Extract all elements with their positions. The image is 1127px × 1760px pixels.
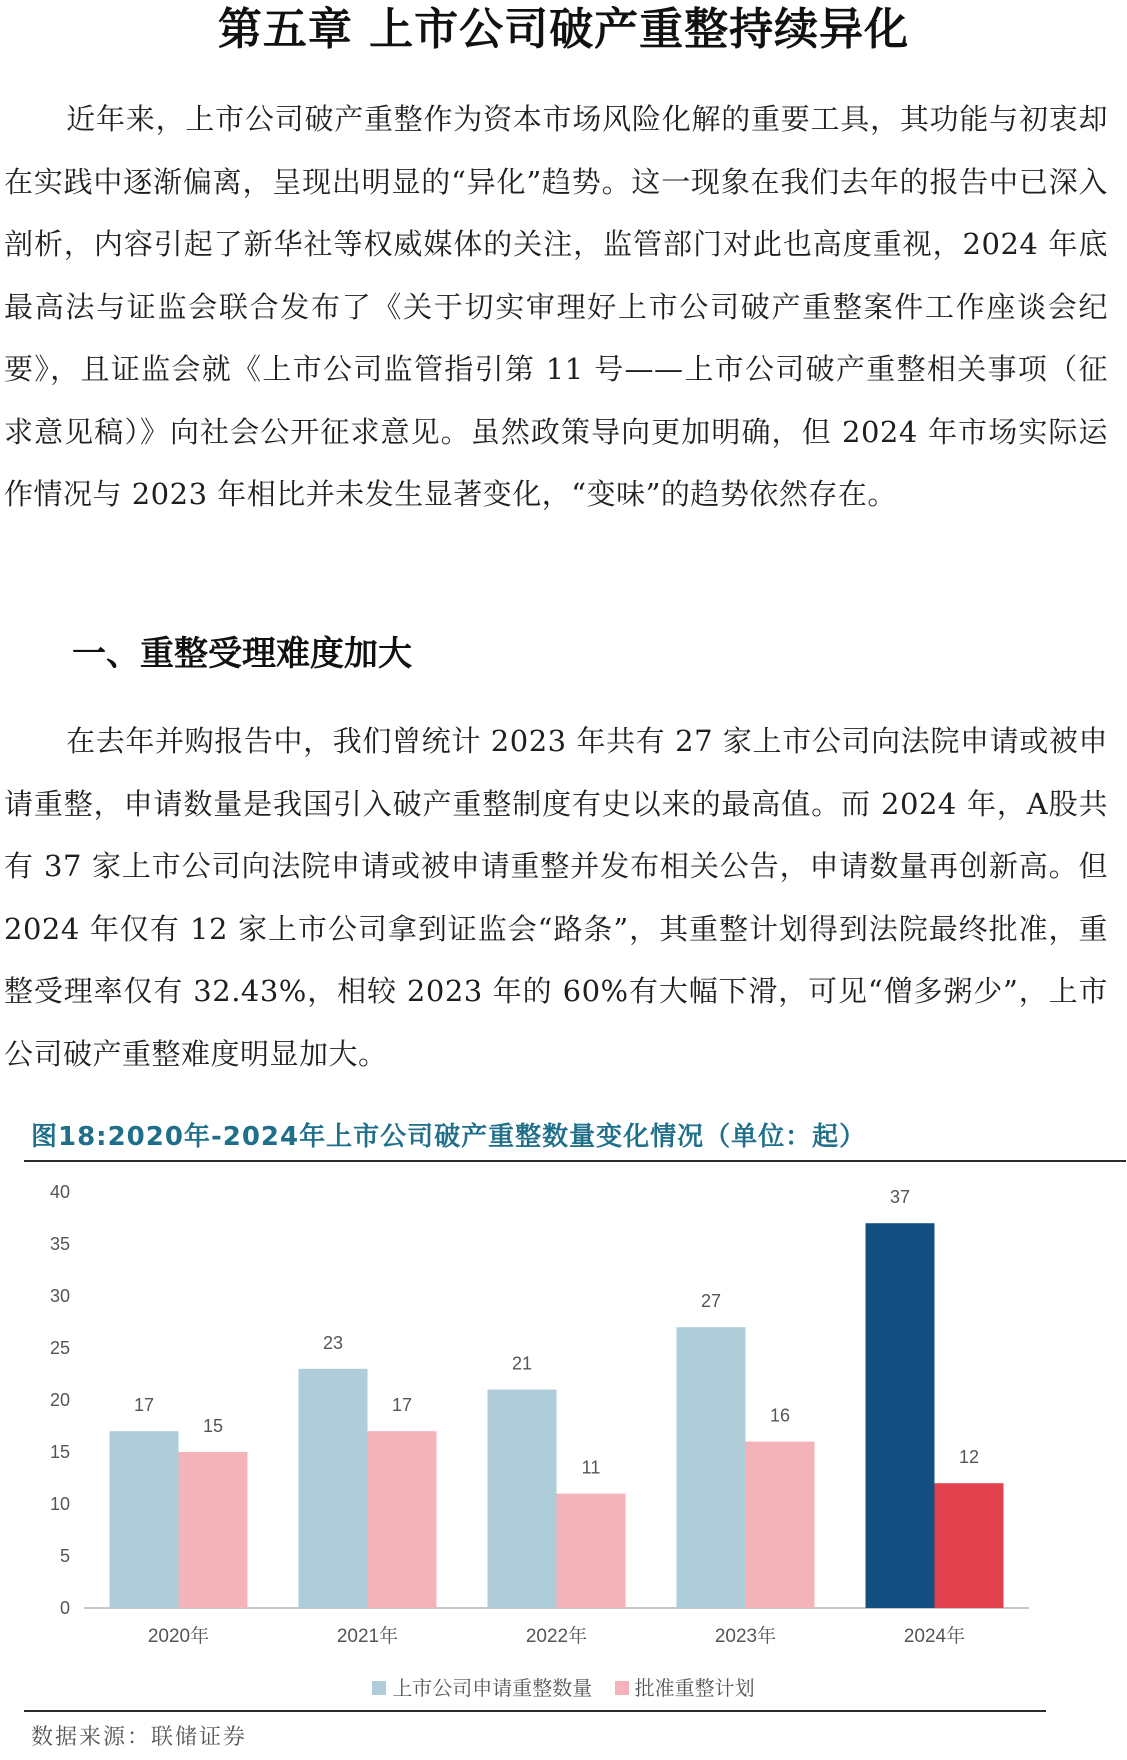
data-label: 15	[202, 1416, 224, 1436]
y-tick-label: 10	[49, 1494, 70, 1514]
legend-label-approved: 批准重整计划	[634, 1676, 755, 1700]
y-tick-label: 35	[49, 1234, 70, 1254]
bar	[677, 1327, 746, 1608]
y-tick-label: 25	[49, 1338, 70, 1358]
data-label: 21	[511, 1353, 533, 1374]
section-paragraph	[4, 710, 1108, 1085]
bar	[866, 1223, 935, 1608]
y-tick-label: 5	[59, 1546, 70, 1566]
figure-source: 数据来源：联储证券	[31, 1725, 248, 1750]
y-tick-label: 0	[59, 1598, 70, 1618]
x-tick-label: 2020年	[147, 1626, 210, 1647]
bar-chart	[24, 1166, 1104, 1666]
data-label: 11	[581, 1457, 601, 1478]
data-label: 27	[700, 1291, 722, 1312]
y-tick-label: 30	[49, 1286, 70, 1306]
y-tick-label: 40	[49, 1182, 70, 1202]
section-paragraph-text: 在去年并购报告中，我们曾统计 2023 年共有 27 家上市公司向法院申请或被申请重整，申请数量是我国引入破产重整制度有史以来的最高值。而 2024 年，A股共有 37 家上市公司向法院申请或被申请重整并发布相关公告，申请数量再创新高。但 2024 年仅有 12 家上市公司拿到证监会“路条”，其重整计划得到法院最终批准，重整受理率仅有 32.43%，相较 2023 年的 60%有大幅下滑，可见“僧多粥少”，上市公司破产重整难度明显加大。	[4, 724, 1108, 1071]
figure-top-rule	[24, 1160, 1126, 1162]
bar	[746, 1442, 815, 1608]
intro-paragraph	[4, 88, 1108, 526]
data-label: 17	[391, 1395, 413, 1416]
bar	[488, 1390, 557, 1608]
bar	[179, 1452, 248, 1608]
figure-title: 图18:2020年-2024年上市公司破产重整数量变化情况（单位：起）	[31, 1122, 867, 1152]
legend-item-applications	[372, 1672, 592, 1704]
chart-legend	[0, 1672, 1127, 1704]
legend-item-approved	[615, 1672, 755, 1704]
data-label: 37	[889, 1187, 911, 1208]
intro-paragraph-text: 近年来，上市公司破产重整作为资本市场风险化解的重要工具，其功能与初衷却在实践中逐渐偏离，呈现出明显的“异化”趋势。这一现象在我们去年的报告中已深入剖析，内容引起了新华社等权威媒体的关注，监管部门对此也高度重视，2024 年底最高法与证监会联合发布了《关于切实审理好上市公司破产重整案件工作座谈会纪要》，且证监会就《上市公司监管指引第 11 号——上市公司破产重整相关事项（征求意见稿）》向社会公开征求意见。虽然政策导向更加明确，但 2024 年市场实际运作情况与 2023 年相比并未发生显著变化，“变味”的趋势依然存在。	[4, 102, 1108, 511]
data-label: 12	[958, 1447, 980, 1468]
x-tick-label: 2024年	[903, 1626, 966, 1647]
data-label: 23	[322, 1332, 344, 1353]
bar	[368, 1431, 437, 1608]
bar	[299, 1369, 368, 1608]
bar	[557, 1494, 626, 1608]
legend-label-applications: 上市公司申请重整数量	[392, 1676, 593, 1700]
legend-swatch-applications	[372, 1681, 386, 1695]
legend-swatch-approved	[615, 1681, 629, 1695]
data-label: 17	[133, 1395, 155, 1416]
bar	[110, 1431, 179, 1608]
y-tick-label: 20	[49, 1390, 70, 1410]
chapter-title: 第五章 上市公司破产重整持续异化	[217, 4, 910, 55]
y-tick-label: 15	[49, 1442, 70, 1462]
x-tick-label: 2023年	[714, 1626, 777, 1647]
x-tick-label: 2021年	[336, 1626, 399, 1647]
data-label: 16	[769, 1405, 791, 1426]
section-title: 一、重整受理难度加大	[72, 634, 412, 674]
figure-bottom-rule	[24, 1710, 1046, 1712]
x-tick-label: 2022年	[525, 1626, 588, 1647]
bar	[935, 1483, 1004, 1608]
